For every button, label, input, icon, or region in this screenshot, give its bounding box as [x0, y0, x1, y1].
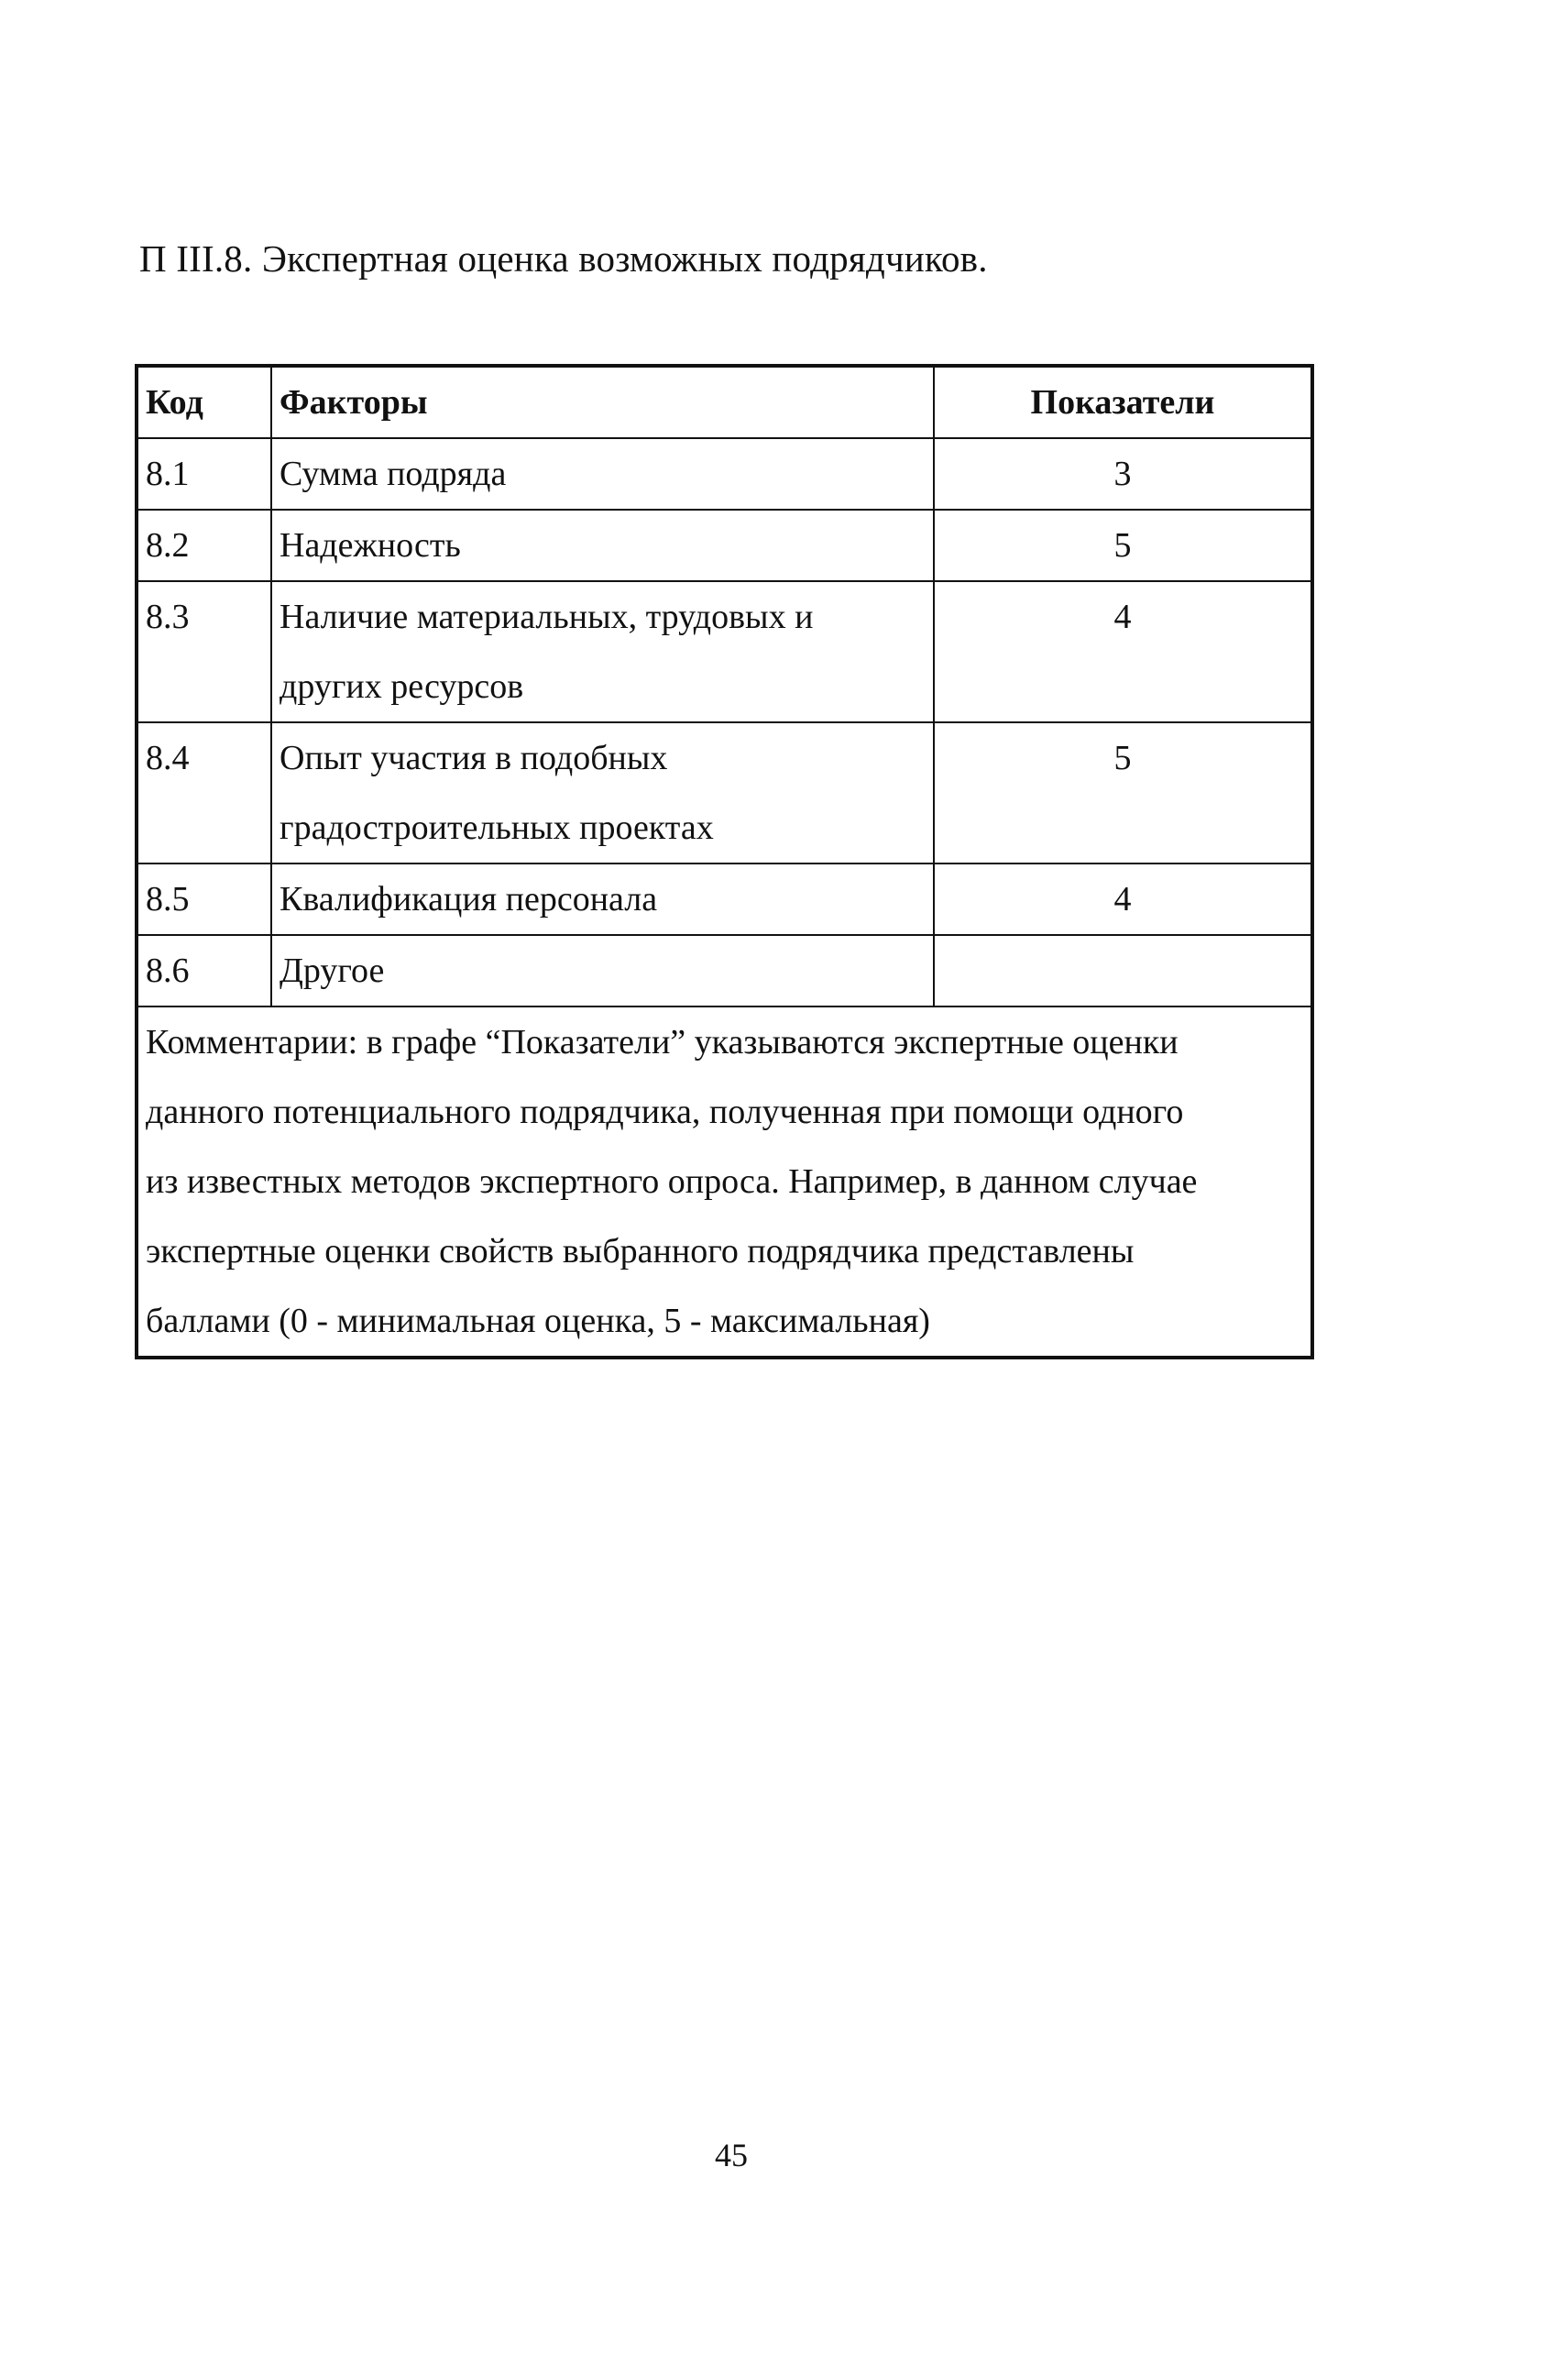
comment-line: данного потенциального подрядчика, полученная при помощи одного [146, 1093, 1184, 1131]
factor-line: Квалификация персонала [280, 880, 658, 918]
table-row [137, 581, 1312, 722]
comment-row [137, 1006, 1312, 1358]
row-factor [271, 935, 934, 1006]
table-row [137, 510, 1312, 581]
table-row [137, 438, 1312, 510]
page-number: 45 [715, 2137, 748, 2173]
row-indicator: 4 [934, 864, 1312, 935]
factor-line: других ресурсов [280, 667, 524, 706]
row-code: 8.3 [137, 581, 271, 722]
document-heading: П III.8. Экспертная оценка возможных подрядчиков. [139, 237, 988, 280]
comment-line: экспертные оценки свойств выбранного подрядчика представлены [146, 1232, 1135, 1270]
row-indicator: 3 [934, 438, 1312, 510]
comment-line: баллами (0 - минимальная оценка, 5 - максимальная) [146, 1302, 930, 1340]
factor-line: Наличие материальных, трудовых и [280, 598, 814, 636]
row-indicator: 5 [934, 510, 1312, 581]
row-factor [271, 864, 934, 935]
table-row [137, 722, 1312, 864]
contractor-evaluation-table [135, 364, 1314, 1359]
header-code: Код [137, 366, 271, 438]
row-factor [271, 510, 934, 581]
row-indicator: 5 [934, 722, 1312, 864]
row-code: 8.1 [137, 438, 271, 510]
factor-line: градостроительных проектах [280, 808, 714, 847]
header-factors: Факторы [271, 366, 934, 438]
row-code: 8.4 [137, 722, 271, 864]
row-factor [271, 581, 934, 722]
factor-line: Сумма подряда [280, 455, 507, 493]
table-header-row [137, 366, 1312, 438]
row-code: 8.6 [137, 935, 271, 1006]
header-indicators: Показатели [934, 366, 1312, 438]
comment-line: Комментарии: в графе “Показатели” указываются экспертные оценки [146, 1023, 1179, 1062]
row-factor [271, 438, 934, 510]
row-code: 8.2 [137, 510, 271, 581]
comment-cell [137, 1006, 1312, 1358]
row-indicator: 4 [934, 581, 1312, 722]
factor-line: Опыт участия в подобных [280, 739, 668, 777]
row-factor [271, 722, 934, 864]
row-code: 8.5 [137, 864, 271, 935]
comment-line: из известных методов экспертного опроса. Например, в данном случае [146, 1162, 1198, 1201]
table-row [137, 864, 1312, 935]
factor-line: Надежность [280, 526, 461, 565]
factor-line: Другое [280, 952, 385, 990]
table-row [137, 935, 1312, 1006]
row-indicator [934, 935, 1312, 1006]
